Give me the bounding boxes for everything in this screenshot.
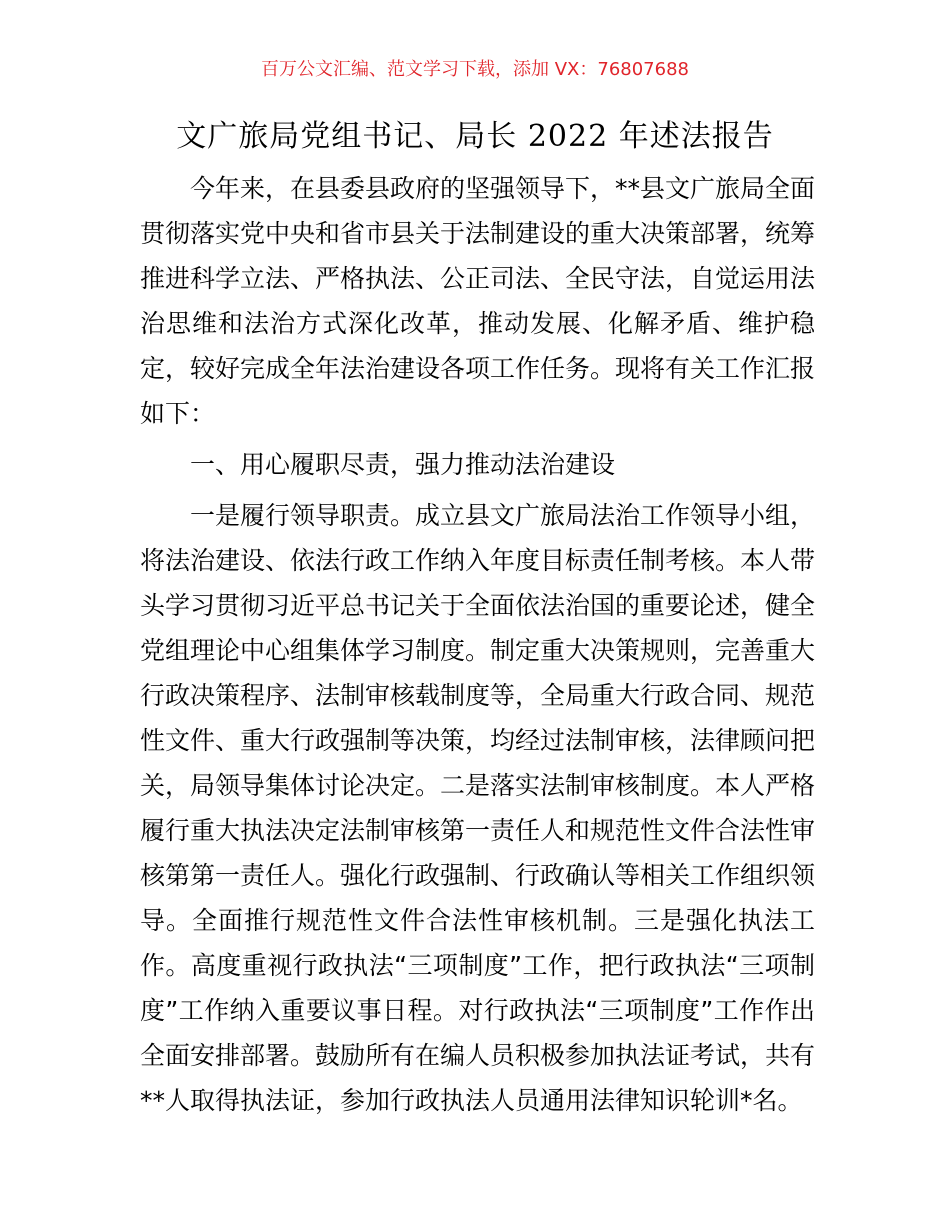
body-paragraph: 一是履行领导职责。成立县文广旅局法治工作领导小组，将法治建设、依法行政工作纳入年度目标责任制考核。本人带头学习贯彻习近平总书记关于全面依法治国的重要论述，健全党组理论中心组集体学习制度。制定重大决策规则，完善重大行政决策程序、法制审核载制度等，全局重大行政合同、规范性文件、重大行政强制等决策，均经过法制审核，法律顾问把关，局领导集体讨论决定。二是落实法制审核制度。本人严格履行重大执法决定法制审核第一责任人和规范性文件合法性审核第第一责任人。强化行政强制、行政确认等相关工作组织领导。全面推行规范性文件合法性审核机制。三是强化执法工作。高度重视行政执法“三项制度”工作，把行政执法“三项制度”工作纳入重要议事日程。对行政执法“三项制度”工作作出全面安排部署。鼓励所有在编人员积极参加执法证考试，共有**人取得执法证，参加行政执法人员通用法律知识轮训*名。 xyxy=(140,501,816,1115)
section-heading: 一、用心履职尽责，强力推动法治建设 xyxy=(190,450,616,479)
document-title: 文广旅局党组书记、局长 2022 年述法报告 xyxy=(176,119,774,154)
intro-paragraph: 今年来，在县委县政府的坚强领导下，**县文广旅局全面贯彻落实党中央和省市县关于法制建设的重大决策部署，统筹推进科学立法、严格执法、公正司法、全民守法，自觉运用法治思维和法治方式深化改革，推动发展、化解矛盾、维护稳定，较好完成全年法治建设各项工作任务。现将有关工作汇报如下： xyxy=(140,174,816,428)
document-body xyxy=(140,166,815,1123)
watermark-text: 百万公文汇编、范文学习下载，添加 VX：76807688 xyxy=(261,59,689,80)
